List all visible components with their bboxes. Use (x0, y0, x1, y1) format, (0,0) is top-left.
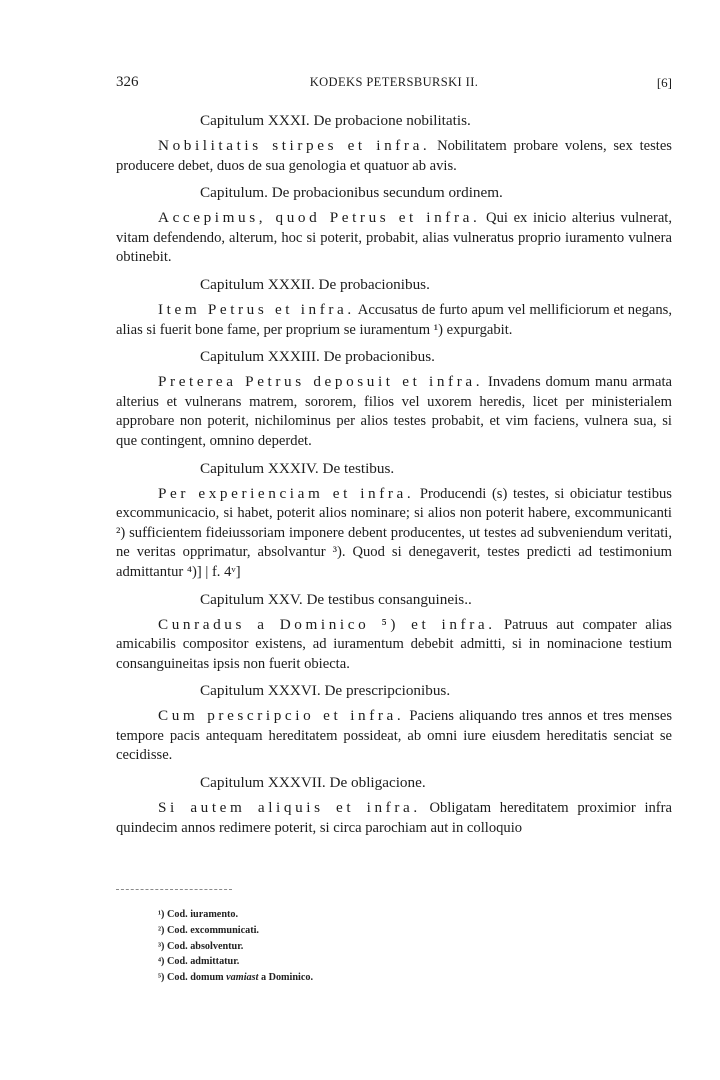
paragraph-text: Obligatam hereditatem proximior infra quindecim annos redimere poterit, si circa parochiam aut in colloquio (116, 800, 672, 836)
chapter-heading: Capitulum XXXIII. De probacionibus. (200, 348, 435, 366)
paragraph (116, 484, 672, 583)
running-title: KODEKS PETERSBURSKI II. (309, 75, 479, 89)
paragraph-text: Accusatus de furto apum vel mellificiorum et negans, alias si fuerit bone fame, per proprium se iuramentum ¹) expurgabit. (116, 301, 672, 338)
footnote-mark: ⁵) (158, 972, 165, 984)
chapter-heading: Capitulum XXXII. De probacionibus. (200, 275, 430, 293)
footnote-text: Cod. absolventur. (167, 940, 244, 952)
paragraph-text: Qui ex inicio alterius vulnerat, vitam defendendo, alterum, hoc si poterit, probabit, alias vulneratus proprio iuramento vulnera obtinebit. (116, 210, 673, 266)
footnote (158, 939, 558, 955)
page-number: 326 (116, 74, 139, 90)
footnote-mark: ⁴) (158, 956, 165, 968)
chapter-heading: Capitulum XXXIV. De testibus. (200, 459, 395, 477)
section-mark: [6] (656, 75, 672, 90)
footnote-text: Cod. excommunicati. (167, 924, 259, 936)
paragraph (116, 372, 672, 451)
footnote-mark: ¹) (158, 909, 165, 920)
paragraph (116, 208, 672, 268)
chapter-heading: Capitulum XXXVI. De prescripcionibus. (200, 682, 451, 700)
incipit: Item Petrus et infra. (158, 300, 355, 318)
footnote (158, 907, 558, 923)
footnote (158, 970, 558, 986)
footnote-rule (116, 889, 232, 890)
page-header (116, 74, 672, 96)
footnote-text: Cod. admittatur. (167, 956, 240, 968)
chapter-heading: Capitulum XXXVII. De obligacione. (200, 774, 426, 792)
footnote-mark: ²) (158, 924, 165, 936)
paragraph (116, 706, 672, 766)
incipit: Si autem aliquis et infra. (158, 799, 421, 817)
paragraph-text: Patruus aut compater alias amicabilis compositor existens, ad iuramentum debebit admitti, si in nominacione testium consanguineitas ipsis non fuerit obiecta. (116, 616, 672, 672)
footnote-text-after: a Dominico. (258, 972, 314, 984)
footnote-text: Cod. iuramento. (167, 909, 239, 920)
incipit: Preterea Petrus deposuit et infra. (158, 373, 484, 391)
incipit: Nobilitatis stirpes et infra. (158, 137, 431, 154)
footnote-text: Cod. domum (167, 972, 227, 984)
incipit: Accepimus, quod Petrus et infra. (158, 209, 481, 227)
paragraph (116, 615, 672, 675)
incipit: Cum prescripcio et infra. (158, 707, 405, 725)
incipit: Per experienciam et infra. (158, 484, 415, 502)
chapter-heading: Capitulum. De probacionibus secundum ordinem. (200, 184, 503, 202)
paragraph (116, 136, 672, 176)
paragraph (116, 300, 672, 340)
footnote-mark: ³) (158, 940, 165, 952)
paragraph (116, 798, 672, 838)
paragraph-text: Producendi (s) testes, si obiciatur testibus excommunicacio, si habet, poterit alios nominare; si alios non poterit habere, excommunicanti ²) sufficientem fideiussoriam imponere debent producentes, ut testes ad subveniendum veritati, ne veritas opprimatur, absolvantur ³). Quod si denegaverit, testes predicti ad testimonium admittantur ⁴)] | f. 4ᵛ] (116, 485, 672, 580)
chapter-heading: Capitulum XXV. De testibus consanguineis.. (200, 590, 472, 608)
footnotes (158, 907, 558, 986)
chapter-heading: Capitulum XXXI. De probacione nobilitatis. (200, 112, 471, 129)
footnote (158, 923, 558, 939)
footnote (158, 954, 558, 970)
paragraph-text: Invadens domum manu armata alterius et vulnerans matrem, sororem, filios vel uxorem heredis, licet per ministerialem approbare non poterit, nichilominus per alios testes probabit, et vim faciens, vulnera sua, si que contingent, omnino deperdet. (116, 374, 672, 449)
incipit: Cunradus a Dominico ⁵) et infra. (158, 615, 496, 633)
main-text (116, 111, 672, 845)
paragraph-text: Paciens aliquando tres annos et tres menses tempore pacis antequam hereditatem possideat, ab omni iure eiusdem hereditatis senciat se cecidisse. (116, 708, 673, 764)
paragraph-text: Nobilitatem probare volens, sex testes producere debet, duos de sua genologia et quatuor ab avis. (116, 138, 672, 174)
footnote-italic: vamiast (226, 972, 259, 984)
